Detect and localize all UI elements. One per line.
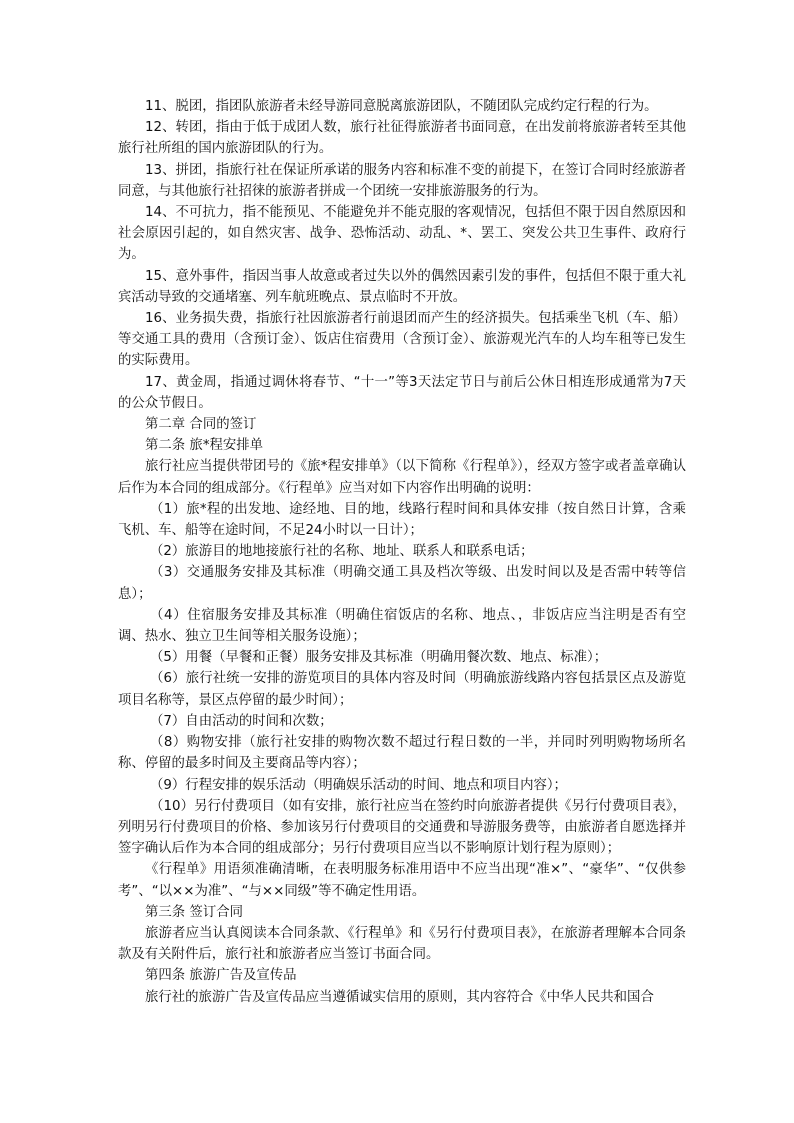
list-item: （5）用餐（早餐和正餐）服务安排及其标准（明确用餐次数、地点、标准）； — [150, 650, 608, 666]
list-item: （3）交通服务安排及其标准（明确交通工具及档次等级、出发时间以及是否需中转等信息）； — [118, 565, 686, 602]
list-item: （7）自由活动的时间和次数； — [150, 713, 333, 729]
section-heading: 第四条 旅游广告及宣传品 — [145, 968, 297, 984]
section-heading: 第二条 旅*程安排单 — [145, 438, 264, 454]
list-item: （10）另行付费项目（如有安排，旅行社应当在签约时向旅游者提供《另行付费项目表》，列明另行付费项目的价格、参加该另行付费项目的交通费和导游服务费等，由旅游者自愿选择并签字确认后作为本合同的组成部分；另行付费项目应当以不影响原计划行程为原则）； — [118, 798, 686, 857]
paragraph: 13、拼团，指旅行社在保证所承诺的服务内容和标准不变的前提下，在签订合同时经旅游者同意，与其他旅行社招徕的旅游者拼成一个团统一安排旅游服务的行为。 — [118, 162, 686, 199]
paragraph: 11、脱团，指团队旅游者未经导游同意脱离旅游团队，不随团队完成约定行程的行为。 — [145, 99, 658, 114]
paragraph: 12、转团，指由于低于成团人数，旅行社征得旅游者书面同意，在出发前将旅游者转至其他旅行社所组的国内旅游团队的行为。 — [118, 120, 686, 157]
paragraph: 14、不可抗力，指不能预见、不能避免并不能克服的客观情况，包括但不限于因自然原因和社会原因引起的，如自然灾害、战争、恐怖活动、动乱、*、罢工、突发公共卫生事件、政府行为。 — [118, 205, 686, 263]
section-heading: 第三条 签订合同 — [145, 904, 243, 920]
paragraph: 15、意外事件，指因当事人故意或者过失以外的偶然因素引发的事件，包括但不限于重大礼宾活动导致的交通堵塞、列车航班晚点、景点临时不开放。 — [118, 268, 686, 305]
list-item: （4）住宿服务安排及其标准（明确住宿饭店的名称、地点、，非饭店应当注明是否有空调、热水、独立卫生间等相关服务设施）； — [118, 607, 686, 645]
paragraph: 《行程单》用语须准确清晰，在表明服务标准用语中不应当出现“准×”、“豪华”、“仅供参考”、“以××为准”、“与××同级”等不确定性用语。 — [118, 862, 686, 899]
document-page — [118, 96, 686, 1008]
paragraph: 旅游者应当认真阅读本合同条款、《行程单》和《另行付费项目表》，在旅游者理解本合同条款及有关附件后，旅行社和旅游者应当签订书面合同。 — [118, 925, 686, 963]
paragraph: 16、业务损失费，指旅行社因旅游者行前退团而产生的经济损失。包括乘坐飞机（车、船）等交通工具的费用（含预订金）、饭店住宿费用（含预订金）、旅游观光汽车的人均车租等已发生的实际费用。 — [118, 311, 686, 369]
paragraph: 旅行社的旅游广告及宣传品应当遵循诚实信用的原则，其内容符合《中华人民共和国合 — [145, 989, 654, 1005]
list-item: （2）旅游目的地地接旅行社的名称、地址、联系人和联系电话； — [150, 544, 534, 560]
list-item: （1）旅*程的出发地、途经地、目的地，线路行程时间和具体安排（按自然日计算，含乘飞机、车、船等在途时间，不足24小时以一日计）； — [118, 501, 686, 539]
list-item: （6）旅行社统一安排的游览项目的具体内容及时间（明确旅游线路内容包括景区点及游览项目名称等，景区点停留的最少时间）； — [118, 671, 686, 708]
paragraph: 17、黄金周，指通过调休将春节、“十一”等3天法定节日与前后公休日相连形成通常为7天的公众节假日。 — [118, 374, 686, 411]
paragraph: 旅行社应当提供带团号的《旅*程安排单》（以下简称《行程单》），经双方签字或者盖章确认后作为本合同的组成部分。《行程单》应当对如下内容作出明确的说明： — [118, 459, 686, 496]
list-item: （9）行程安排的娱乐活动（明确娱乐活动的时间、地点和项目内容）； — [150, 777, 567, 793]
section-heading: 第二章 合同的签订 — [145, 417, 257, 433]
list-item: （8）购物安排（旅行社安排的购物次数不超过行程日数的一半，并同时列明购物场所名称、停留的最多时间及主要商品等内容）； — [118, 735, 686, 772]
